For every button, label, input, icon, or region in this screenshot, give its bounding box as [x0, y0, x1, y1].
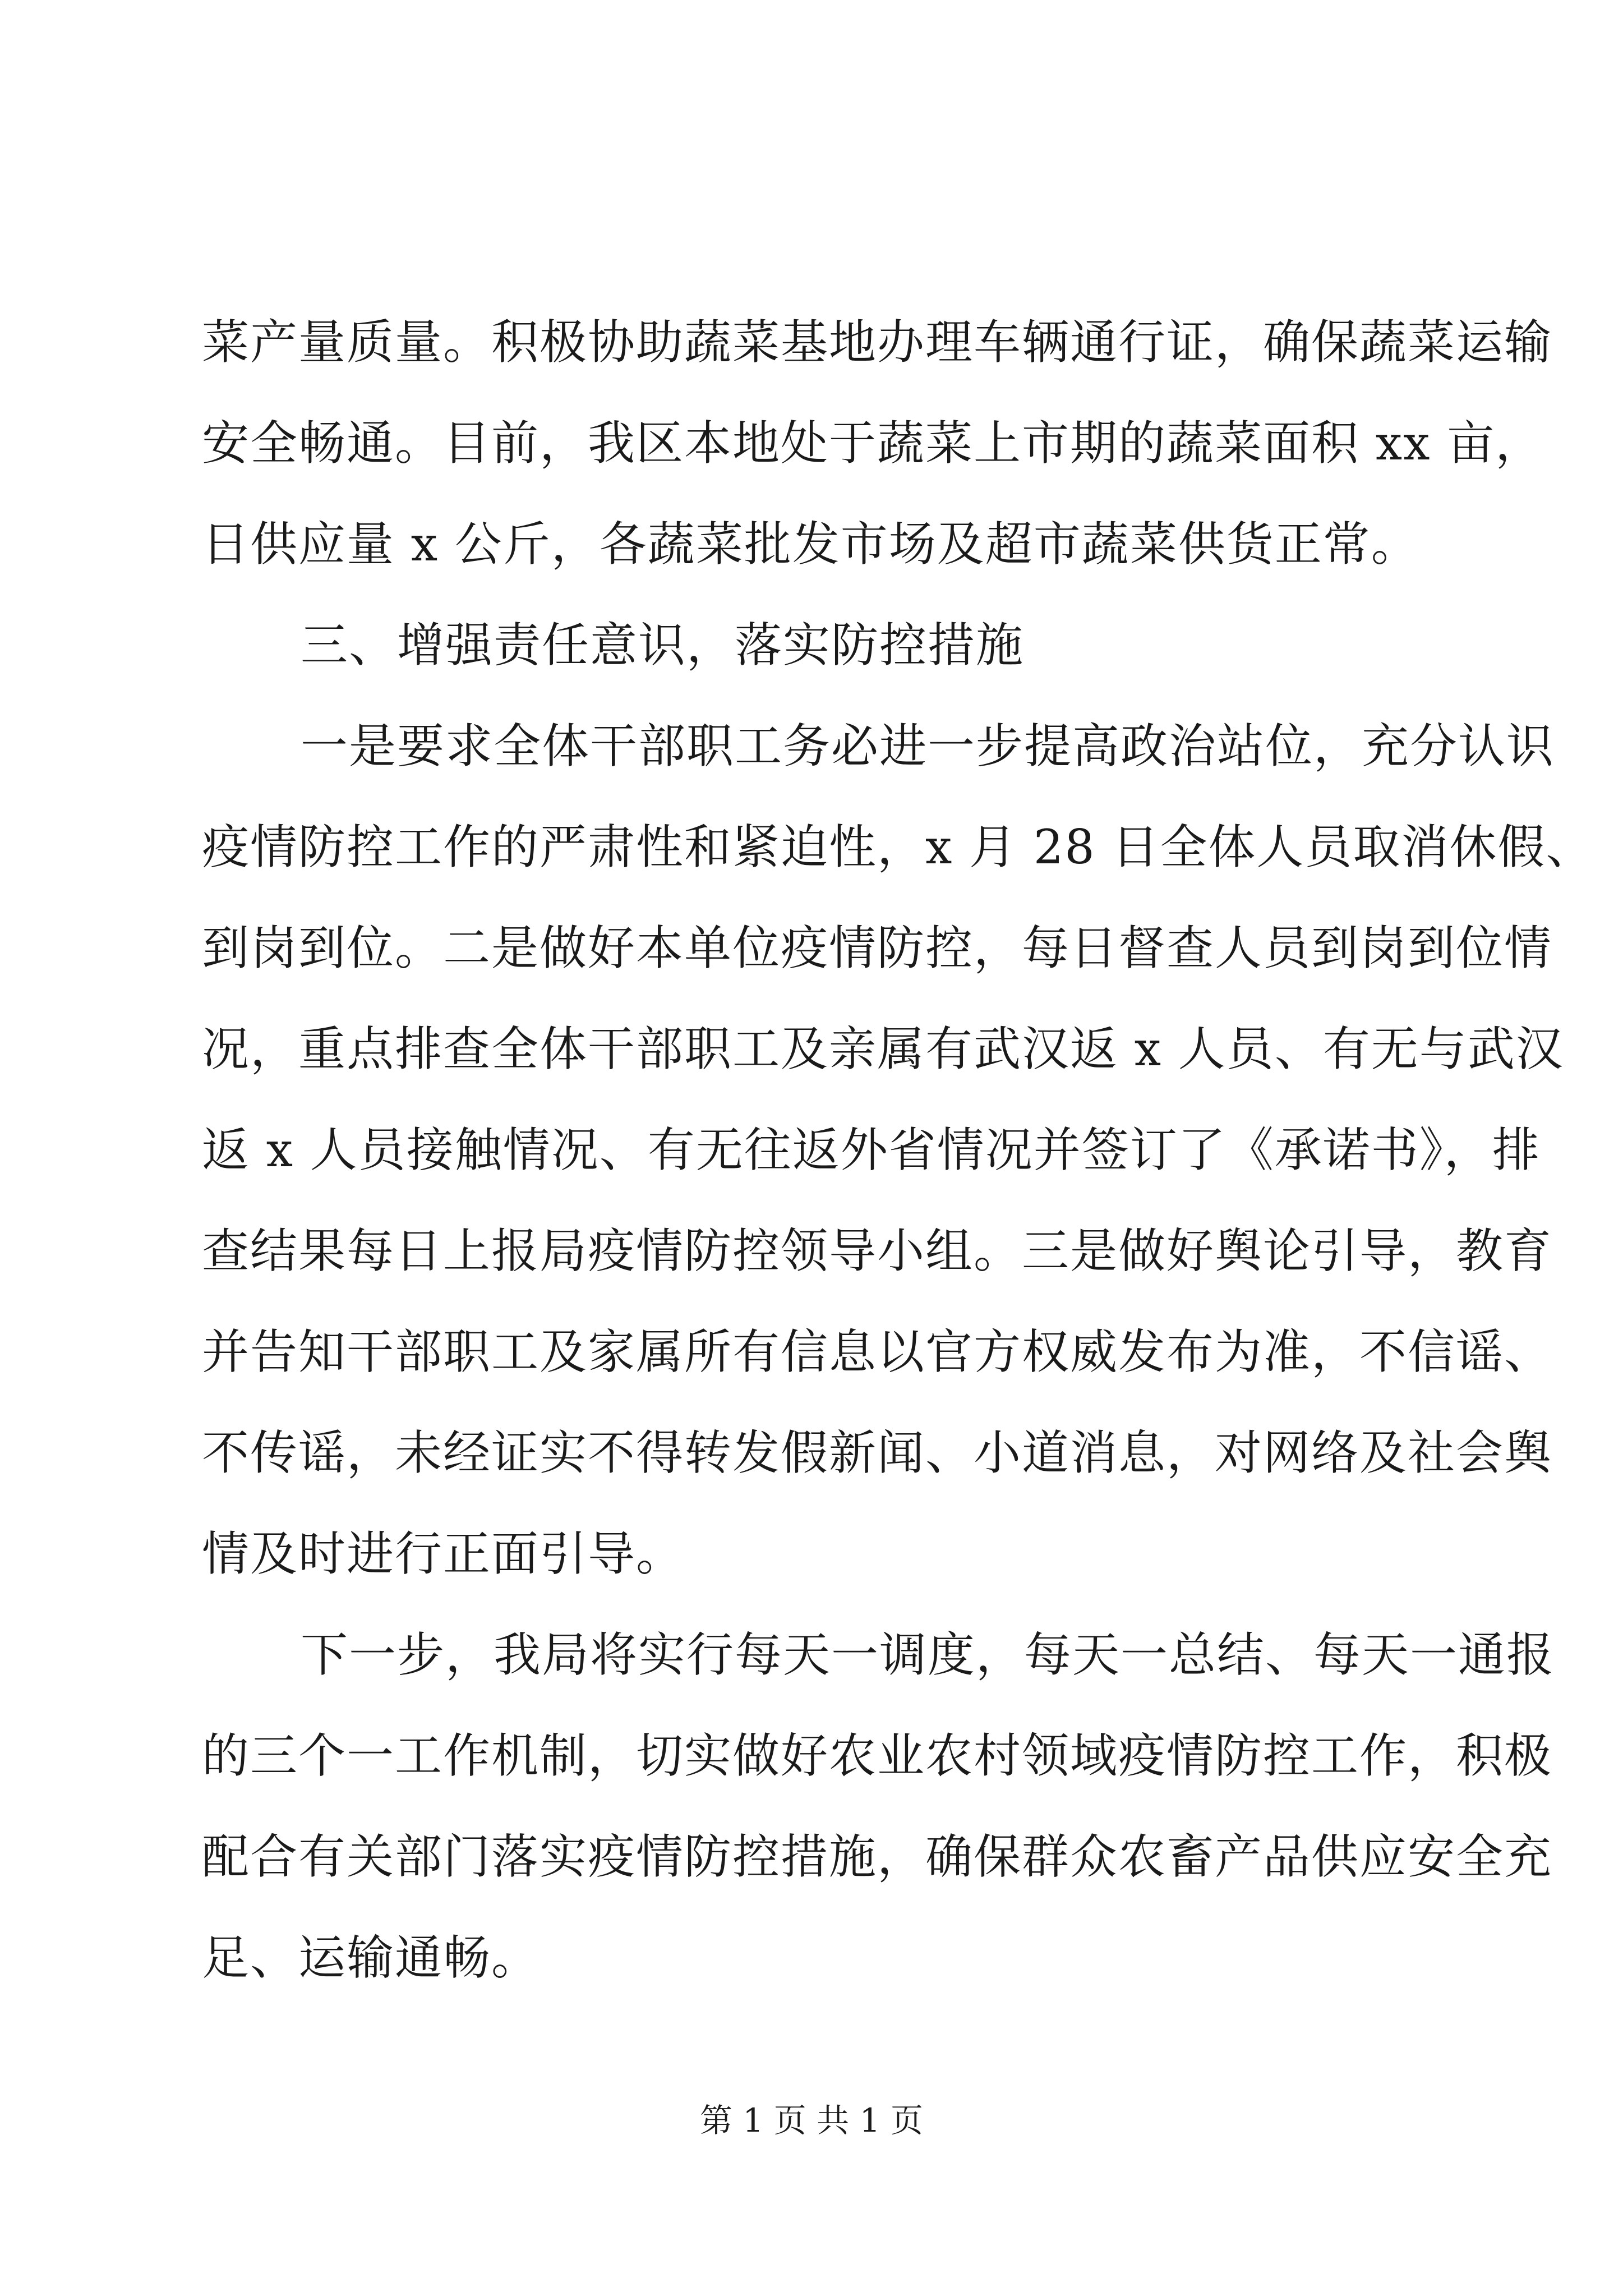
- body-line-13: 情及时进行正面引导。: [202, 1526, 685, 1581]
- body-line-14: 下一步，我局将实行每天一调度，每天一总结、每天一通报: [301, 1627, 1555, 1682]
- body-line-2: 安全畅通。目前，我区本地处于蔬菜上市期的蔬菜面积 xx 亩，: [202, 416, 1544, 471]
- body-line-12: 不传谣，未经证实不得转发假新闻、小道消息，对网络及社会舆: [202, 1425, 1553, 1480]
- body-line-6: 疫情防控工作的严肃性和紧迫性，x 月 28 日全体人员取消休假、: [202, 820, 1594, 875]
- body-line-11: 并告知干部职工及家属所有信息以官方权威发布为准，不信谣、: [202, 1324, 1553, 1379]
- body-line-7: 到岗到位。二是做好本单位疫情防控，每日督查人员到岗到位情: [202, 921, 1553, 976]
- body-line-16: 配合有关部门落实疫情防控措施，确保群众农畜产品供应安全充: [202, 1829, 1553, 1884]
- body-line-1: 菜产量质量。积极协助蔬菜基地办理车辆通行证，确保蔬菜运输: [202, 315, 1553, 370]
- body-line-17: 足、运输通畅。: [202, 1930, 540, 1985]
- page-number-footer: 第 1 页 共 1 页: [700, 2101, 923, 2139]
- section-heading: 三、增强责任意识，落实防控措施: [301, 618, 1025, 673]
- body-line-5: 一是要求全体干部职工务必进一步提高政治站位，充分认识: [301, 719, 1555, 774]
- body-line-8: 况，重点排查全体干部职工及亲属有武汉返 x 人员、有无与武汉: [202, 1022, 1564, 1076]
- body-line-9: 返 x 人员接触情况、有无往返外省情况并签订了《承诺书》，排: [202, 1122, 1541, 1177]
- body-line-15: 的三个一工作机制，切实做好农业农村领域疫情防控工作，积极: [202, 1728, 1553, 1783]
- document-body: [202, 292, 1594, 2008]
- body-line-3: 日供应量 x 公斤，各蔬菜批发市场及超市蔬菜供货正常。: [202, 517, 1419, 572]
- body-line-10: 查结果每日上报局疫情防控领导小组。三是做好舆论引导，教育: [202, 1223, 1553, 1278]
